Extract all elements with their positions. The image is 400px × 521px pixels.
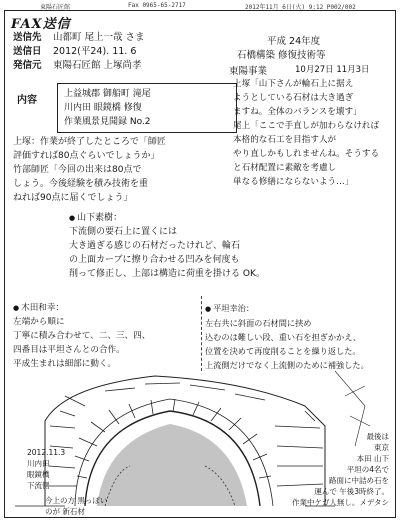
fax-stamp: 2012年11月 6日(火) 9:12 P002/002 [245, 4, 356, 11]
middle-note [69, 211, 265, 281]
sketch-caption-right [265, 431, 389, 508]
content-line: 上益城郡 御船町 滝尾 [64, 89, 151, 99]
right-dates: 10月27日 11月3日 [295, 65, 370, 75]
note-line: 削って修正し、上部は構造に荷重を掛ける OK。 [69, 269, 265, 279]
note-line: 位置を決めて再度削ることを繰り返した。 [205, 346, 361, 356]
divider-vertical [201, 296, 202, 371]
field-label: 送信日 [13, 46, 42, 57]
note-line: 下流側の要石上に置くには [69, 227, 178, 237]
middle-note-heading: ● 山下素樹： [69, 211, 265, 225]
note-line: 丁寧に積み合わせて、二、三、四、 [13, 331, 151, 341]
fax-transmission-header [0, 0, 400, 10]
left-note [13, 301, 150, 371]
caption-line: 眼鏡橋 [27, 470, 50, 479]
note-line: 上流側だけでなく上流側のために補強した。 [205, 360, 369, 370]
field-sender [13, 59, 142, 73]
dialogue-line: と石材配置に素敵を考慮し [233, 163, 337, 173]
field-date [13, 45, 136, 59]
right-note [205, 301, 369, 372]
caption-line: 下流側 [27, 481, 50, 490]
note-line: 込むのは難しい段、重い石を担ぎかかえ、 [205, 332, 362, 342]
note-line: 平成生まれは細部に動く。 [13, 359, 116, 369]
field-label: 送信先 [13, 32, 42, 43]
note-line: 四番目は平坦さんとの合作。 [13, 345, 125, 355]
caption-line: 2012.11.3 [27, 448, 66, 457]
right-era: 平成 24年度 [267, 36, 321, 47]
dialogue-line: 竹部師匠「今回の出来は80点で [13, 165, 142, 175]
note-line: の上面カーブに擦り合わせる凹みを何度も [69, 255, 240, 265]
right-dialogue [233, 77, 379, 189]
right-note-heading: ● 平坦幸治： [205, 301, 369, 316]
dialogue-line: やり直しかもしれませんね。そうする [233, 149, 380, 159]
note-line: 左端から順に [13, 317, 65, 327]
dialogue-line: 上塚：作業が終了したところで「師匠 [13, 137, 166, 147]
fax-number: Fax 0965-65-2717 [128, 2, 186, 9]
right-sender: 東陽事業 [229, 66, 268, 77]
sketch-caption-left [27, 447, 65, 491]
dialogue-line: 上塚「山下さんが輪石上に据え [233, 79, 354, 89]
caption-line: のが 新石材 [45, 507, 85, 516]
caption-line: 今上の方 黒っぽい [45, 496, 108, 505]
fax-sender: 東陽石匠館 [40, 4, 71, 11]
right-org: 石橋構築 修復技術等 [237, 50, 326, 61]
field-value: 山都町 尾上一哉 さま [53, 32, 145, 43]
fax-title: FAX送信 [11, 17, 71, 32]
caption-line: 本田 山下 [356, 454, 389, 463]
content-line: 作業風景見聞録 No.2 [64, 117, 151, 127]
caption-line: 最後は [366, 432, 389, 441]
caption-line: 作業中ケガ人無し。メデタシ [292, 498, 389, 507]
note-line: 左右共に斜面の石材間に挟め [205, 318, 312, 328]
content-label: 内容 [17, 95, 37, 106]
dialogue-line: ねれば90点に届くでしょう」 [13, 193, 133, 203]
caption-line: 路面に中詰め石を [329, 476, 389, 485]
sketch-caption-bottom [45, 495, 107, 517]
caption-line: 平坦の4名で [346, 465, 389, 474]
field-label: 発信元 [13, 60, 42, 71]
left-note-heading: ● 木田和幸： [13, 301, 150, 315]
dialogue-line: ようとしている石材は大き過ぎ [233, 93, 354, 103]
dialogue-line: 評価すれば80点ぐらいでしょうか」 [13, 151, 160, 161]
left-dialogue [13, 135, 166, 205]
dialogue-line: ますね。全体のバランスを壊す」 [233, 107, 362, 117]
caption-line: 東京 [374, 443, 389, 452]
dialogue-line: 単なる修繕にならないよう…」 [233, 177, 354, 187]
note-line: 大き過ぎる感じの石材だったけれど、輪石 [69, 241, 241, 251]
dialogue-line: 本格的な石工を目指す人が [233, 135, 337, 145]
content-box [57, 83, 237, 133]
caption-line: 川内田 [27, 459, 50, 468]
field-value: 東陽石匠館 上塚尚孝 [53, 60, 142, 71]
content-line: 川内田 眼鏡橋 修復 [64, 103, 142, 113]
dialogue-line: 尾上「ここで手直しが加わらなければ [233, 121, 380, 131]
field-value: 2012(平24). 11. 6 [53, 46, 137, 57]
fax-page [4, 10, 396, 518]
field-recipient [13, 31, 145, 45]
caption-line: 運んで 午後3時終了。 [314, 487, 389, 496]
dialogue-line: しょう。今後経験を積み技術を重 [13, 179, 149, 189]
